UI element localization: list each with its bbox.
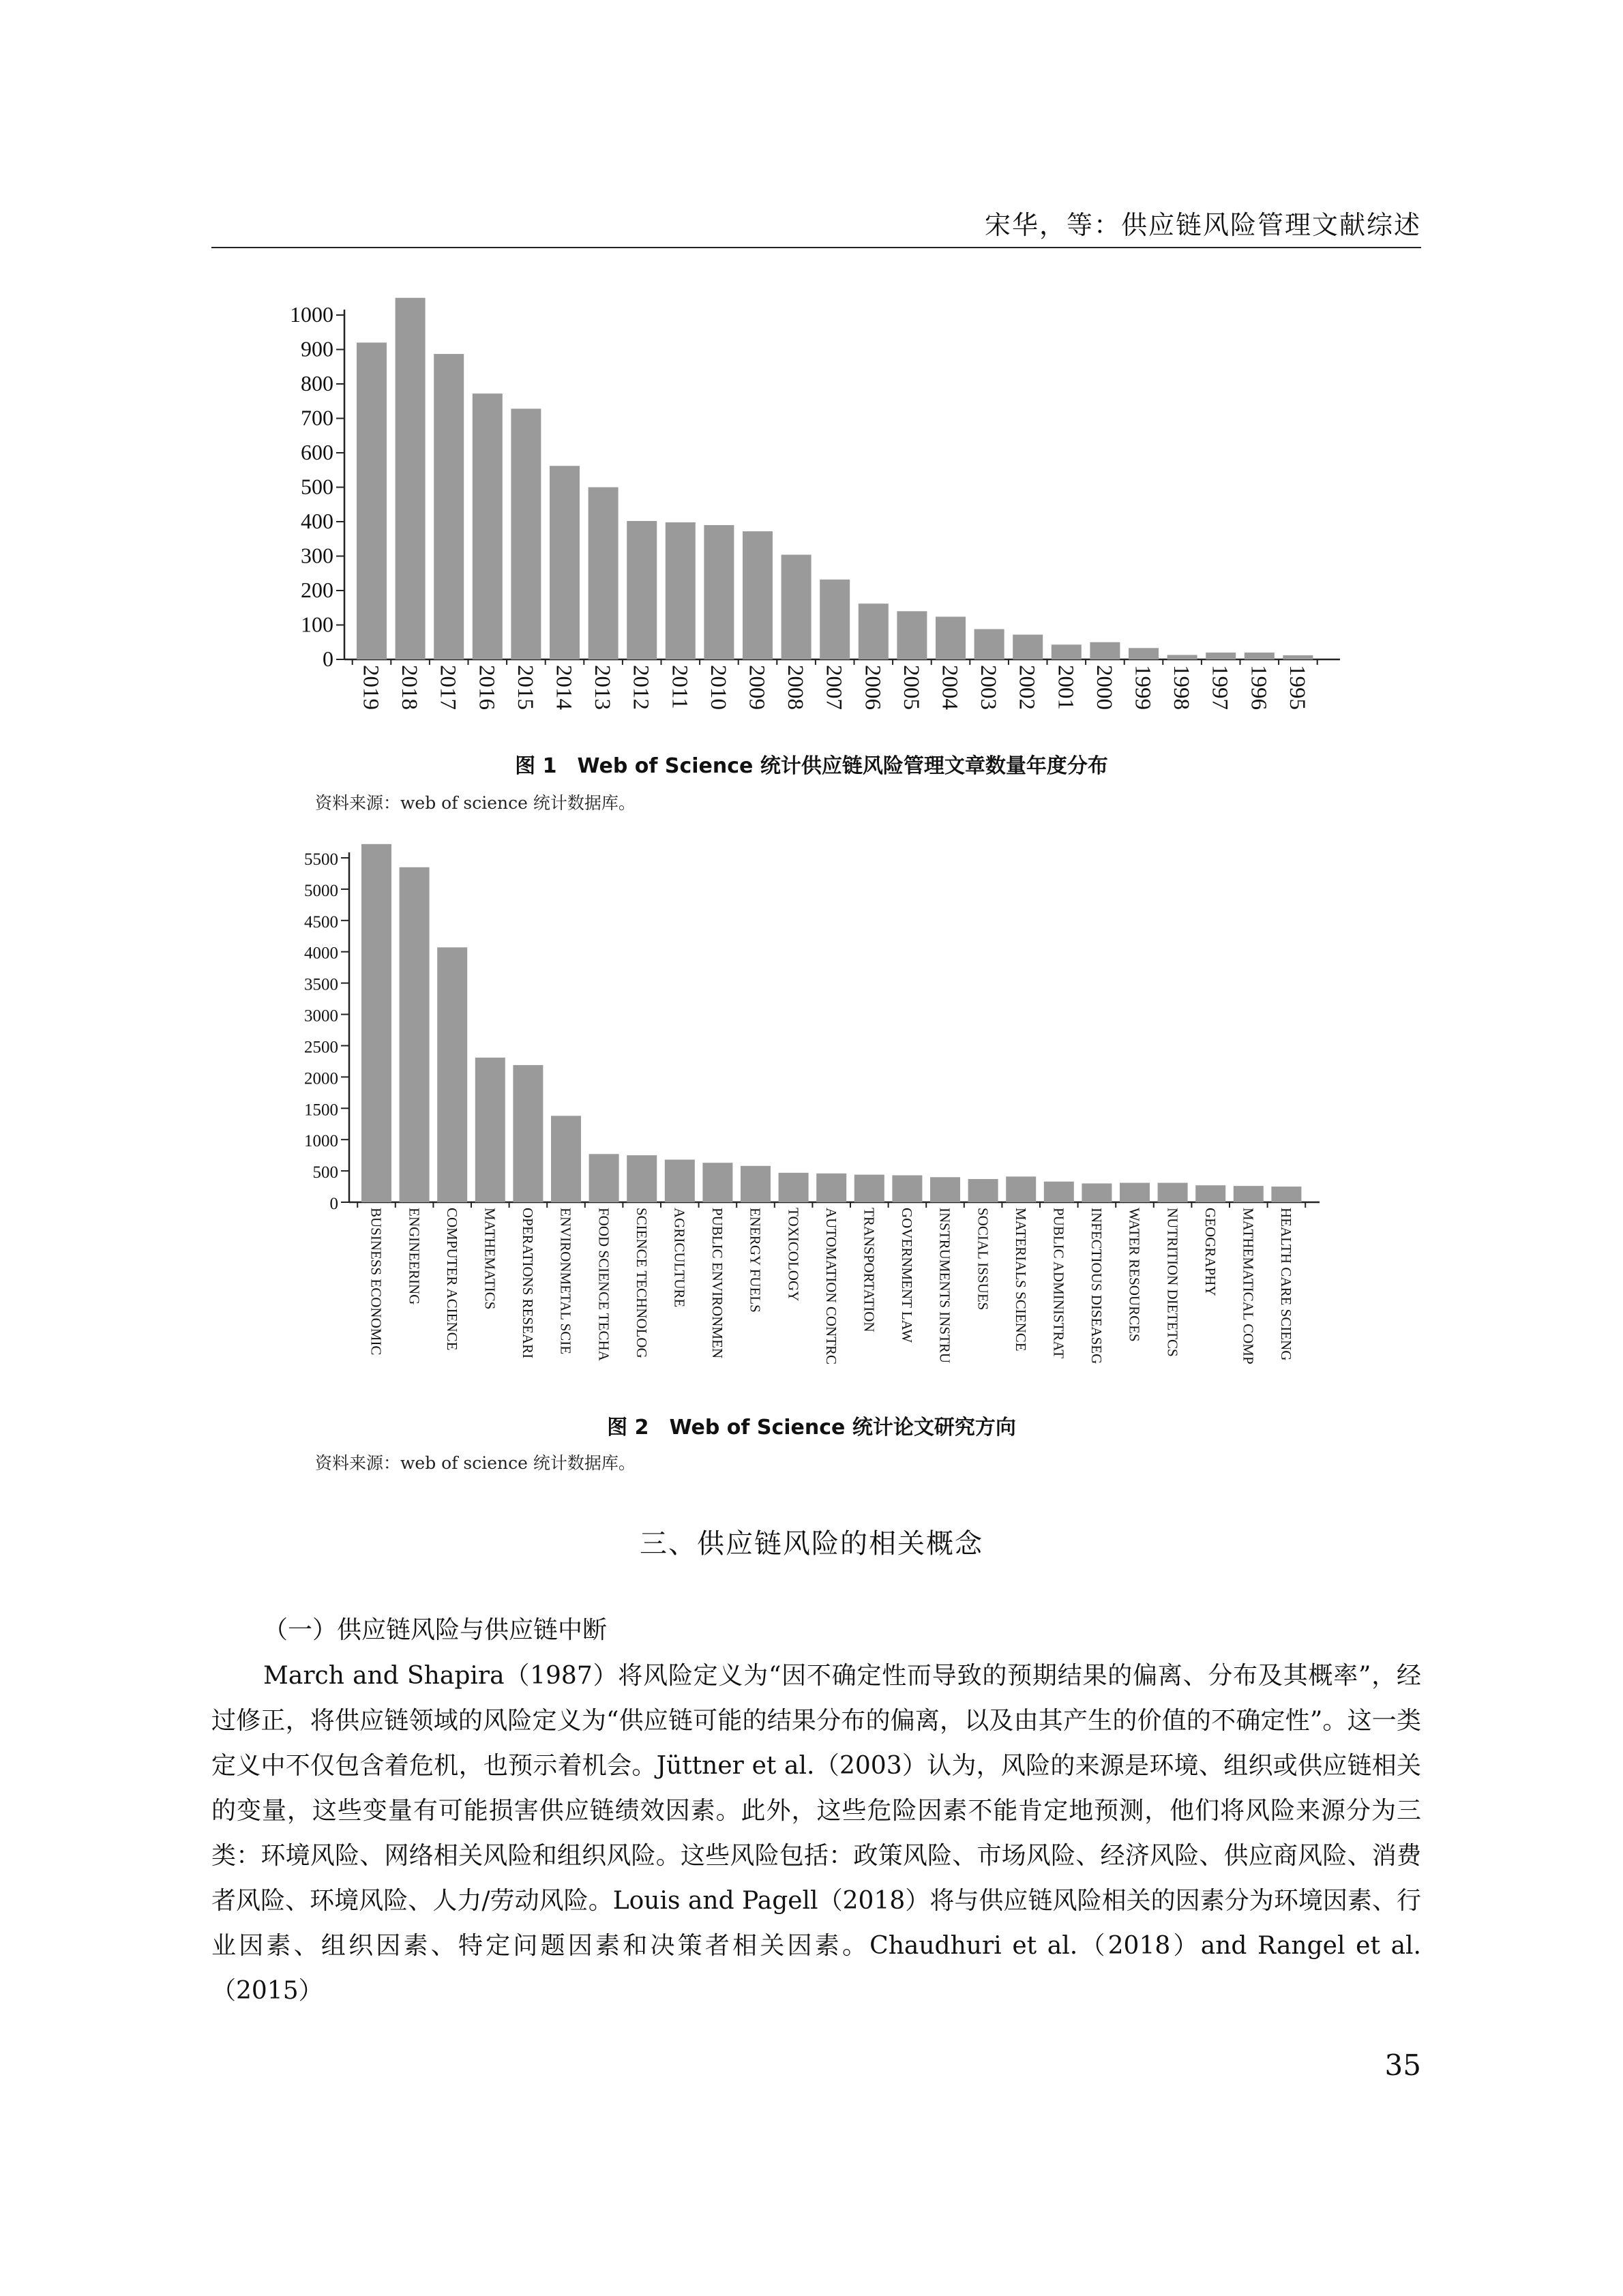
x-tick-label: TRANSPORTATION [861,1208,878,1332]
figure1-source: 资料来源：web of science 统计数据库。 [315,793,636,813]
y-tick-label: 900 [301,336,333,361]
y-tick-label: 600 [301,440,333,464]
bar [1013,635,1043,659]
x-tick-label: 2004 [937,665,962,710]
y-tick-label: 2000 [304,1069,338,1088]
bar [859,603,889,659]
x-tick-label: TOXICOLOGY [785,1208,802,1302]
bar [589,488,619,660]
bar [820,580,850,659]
bar [854,1175,884,1202]
bar [968,1179,998,1202]
y-tick-label: 4500 [304,912,338,931]
bar [357,342,387,659]
bar [936,616,966,659]
x-tick-label: 1996 [1246,665,1271,710]
x-tick-label: INSTRUMENTS INSTRU [936,1208,953,1364]
y-tick-label: 4000 [304,944,338,963]
y-tick-label: 3500 [304,975,338,994]
bar [1167,655,1197,659]
bar [1234,1186,1264,1202]
x-tick-label: 2019 [358,665,383,710]
x-tick-label: BUSINESS ECONOMIC [368,1208,385,1356]
x-tick-label: GEOGRAPHY [1202,1208,1219,1296]
bar [437,947,467,1202]
x-tick-label: MATHEMATICS [481,1208,498,1310]
x-tick-label: WATER RESOURCES [1126,1208,1143,1342]
x-tick-label: 2012 [628,665,653,710]
y-tick-label: 5500 [304,850,338,869]
bar [1271,1187,1301,1202]
figure2-source: 资料来源：web of science 统计数据库。 [315,1453,636,1473]
section-heading: 三、供应链风险的相关概念 [640,1528,983,1560]
figure2-number: 图 2 [607,1416,649,1440]
bar [434,354,464,659]
bar [1052,644,1082,659]
x-tick-label: 1997 [1207,665,1232,710]
x-tick-label: 2005 [898,665,923,710]
y-tick-label: 1500 [304,1101,338,1120]
figure2-title: Web of Science 统计论文研究方向 [669,1416,1016,1440]
x-tick-label: 1995 [1284,665,1309,710]
x-tick-label: ENVIRONMETAL SCIE [557,1208,574,1355]
x-tick-label: ENGINEERING [406,1208,423,1305]
bar [551,1116,581,1202]
bar [816,1174,846,1202]
x-tick-label: 1998 [1169,665,1194,710]
x-tick-label: PUBLIC ENVIRONMEN [709,1208,726,1359]
figure1-title: Web of Science 统计供应链风险管理文章数量年度分布 [577,754,1108,778]
bar [1195,1185,1225,1202]
x-tick-label: GOVERNMENT LAW [899,1208,916,1343]
y-tick-label: 800 [301,371,333,396]
x-tick-label: 2000 [1091,665,1116,710]
x-tick-label: 1999 [1130,665,1155,710]
bar [589,1154,619,1202]
bar [1120,1183,1150,1202]
bar [513,1065,543,1202]
y-tick-label: 0 [323,646,333,671]
x-tick-label: 2006 [860,665,885,710]
x-tick-label: MATERIALS SCIENCE [1012,1208,1029,1352]
x-tick-label: 2009 [744,665,769,710]
subsection-heading: （一）供应链风险与供应链中断 [263,1616,608,1644]
x-tick-label: OPERATIONS RESEARI [520,1208,537,1359]
bar [1129,648,1159,659]
bar [1245,653,1275,659]
bar [930,1177,960,1202]
bar [511,408,541,659]
y-tick-label: 0 [329,1195,338,1213]
bar [974,629,1004,659]
x-tick-label: HEALTH CARE SCIENG [1278,1208,1295,1361]
bar [1283,655,1313,659]
bar [1206,653,1236,659]
bar [897,611,927,659]
bar [473,393,503,659]
x-tick-label: 2011 [667,665,692,709]
x-tick-label: 2002 [1014,665,1039,710]
x-tick-label: MATHEMATICAL COMP [1240,1208,1257,1365]
bar [1044,1182,1074,1202]
figure2-caption [0,1410,1623,1440]
bar [1082,1183,1112,1202]
y-tick-label: 1000 [290,302,333,327]
x-tick-label: 2018 [397,665,422,710]
bar [741,1166,771,1202]
y-tick-label: 200 [301,578,333,602]
bar [627,521,657,659]
bar [550,466,580,659]
running-head [211,205,1421,248]
x-tick-label: AUTOMATION CONTRC [822,1208,839,1365]
bar [400,867,430,1202]
x-tick-label: NUTRITION DIETETCS [1164,1208,1181,1357]
y-tick-label: 400 [301,509,333,533]
body-paragraph: March and Shapira（1987）将风险定义为“因不确定性而导致的预期结果的偏离、分布及其概率”，经过修正，将供应链领域的风险定义为“供应链可能的结果分布的偏离，以及由其产生的价值的不确定性”。这一类定义中不仅包含着危机，也预示着机会。Jüttner et al.（2003）认为，风险的来源是环境、组织或供应链相关的变量，这些变量有可能损害供应链绩效因素。此外，这些危险因素不能肯定地预测，他们将风险来源分为三类：环境风险、网络相关风险和组织风险。这些风险包括：政策风险、市场风险、经济风险、供应商风险、消费者风险、环境风险、人力/劳动风险。Louis and Pagell（2018）将与供应链风险相关的因素分为环境因素、行业因素、组织因素、特定问题因素和决策者相关因素。Chaudhuri et al.（2018）and Rangel et al.（2015） [211,1662,1421,2005]
bar [627,1155,657,1202]
x-tick-label: PUBLIC ADMINISTRAT [1050,1208,1067,1359]
bar [702,1163,732,1202]
x-tick-label: FOOD SCIENCE TECHA [595,1208,612,1361]
bar [1158,1183,1188,1202]
x-tick-label: 2008 [783,665,808,710]
x-tick-label: 2017 [435,665,460,710]
x-tick-label: ENERGY FUELS [747,1208,764,1313]
y-tick-label: 100 [301,612,333,637]
page-number: 35 [1384,2048,1421,2082]
x-tick-label: 2014 [551,665,576,710]
x-tick-label: INFECTIOUS DISEASEG [1088,1208,1105,1365]
y-tick-label: 500 [301,474,333,499]
y-tick-label: 500 [312,1163,338,1182]
x-tick-label: SOCIAL ISSUES [974,1208,992,1311]
figure1-chart [0,273,1623,709]
bar [475,1058,505,1202]
running-head-text: 宋华，等：供应链风险管理文献综述 [984,210,1421,240]
bar [781,554,812,659]
x-tick-label: AGRICULTURE [671,1208,688,1308]
y-tick-label: 1000 [304,1132,338,1151]
figure1-caption [0,749,1623,779]
bar [892,1176,922,1202]
y-tick-label: 300 [301,543,333,568]
x-tick-label: SCIENCE TECHNOLOG [633,1208,650,1358]
figure2-chart [0,832,1623,1371]
bar [779,1173,809,1202]
bar [1090,642,1120,659]
bar [665,1160,695,1202]
x-tick-label: 2016 [474,665,499,710]
body-text [211,1654,1421,2014]
x-tick-label: 2003 [976,665,1001,710]
bar [704,525,734,659]
x-tick-label: 2001 [1053,665,1078,710]
y-tick-label: 5000 [304,881,338,900]
y-tick-label: 700 [301,405,333,430]
figure1-number: 图 1 [515,754,557,778]
bar [666,522,696,659]
bar [361,844,391,1202]
y-tick-label: 2500 [304,1038,338,1057]
bar [1006,1176,1036,1202]
x-tick-label: 2010 [705,665,730,710]
bar [396,298,426,659]
x-tick-label: 2015 [512,665,537,710]
y-tick-label: 3000 [304,1007,338,1026]
x-tick-label: 2013 [590,665,615,710]
x-tick-label: 2007 [821,665,846,710]
x-tick-label: COMPUTER ACIENCE [443,1208,460,1351]
bar [743,531,773,659]
